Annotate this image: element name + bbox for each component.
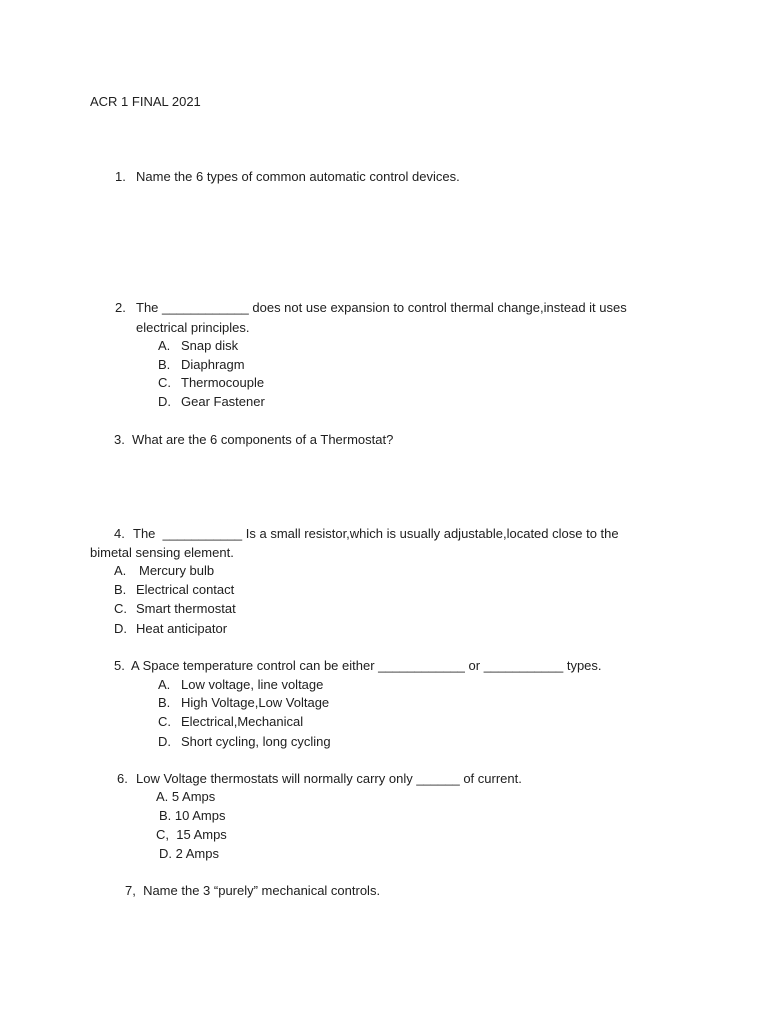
q5-text: A Space temperature control can be either ____________ or ___________ types. — [131, 658, 602, 673]
q3-number: 3. — [114, 432, 125, 447]
q6-option-a: A. 5 Amps — [156, 789, 216, 804]
q5-option-b-letter: B. — [158, 695, 171, 710]
q6-text: Low Voltage thermostats will normally carry only ______ of current. — [136, 771, 522, 786]
q2-option-a-text: Snap disk — [181, 338, 239, 353]
q5-option-c-letter: C. — [158, 714, 171, 729]
q5-option-c-text: Electrical,Mechanical — [181, 714, 304, 729]
q3-text: What are the 6 components of a Thermostat? — [132, 432, 394, 447]
q4-option-d-letter: D. — [114, 621, 127, 636]
q2-option-d-letter: D. — [158, 394, 171, 409]
q4-option-c-letter: C. — [114, 601, 127, 616]
q4-option-d-text: Heat anticipator — [136, 621, 228, 636]
q4-text-line1: The ___________ Is a small resistor,which is usually adjustable,located close to the — [133, 526, 619, 541]
q7-text: 7, Name the 3 “purely” mechanical controls. — [125, 883, 381, 898]
q5-option-a-letter: A. — [158, 677, 171, 692]
q6-option-d: D. 2 Amps — [159, 846, 219, 861]
q4-option-b-letter: B. — [114, 582, 127, 597]
q2-option-d-text: Gear Fastener — [181, 394, 265, 409]
q2-option-c-text: Thermocouple — [181, 375, 265, 390]
q2-text-line1: The ____________ does not use expansion to control thermal change,instead it uses — [136, 300, 627, 315]
q4-option-b-text: Electrical contact — [136, 582, 235, 597]
q2-option-b-letter: B. — [158, 357, 171, 372]
q6-option-b: B. 10 Amps — [159, 808, 226, 823]
q2-option-b-text: Diaphragm — [181, 357, 245, 372]
q5-option-a-text: Low voltage, line voltage — [181, 677, 324, 692]
q5-number: 5. — [114, 658, 125, 673]
q1-text: Name the 6 types of common automatic control devices. — [136, 169, 460, 184]
q5-option-b-text: High Voltage,Low Voltage — [181, 695, 330, 710]
q4-text-line2: bimetal sensing element. — [90, 545, 234, 560]
q4-option-a-letter: A. — [114, 563, 127, 578]
q4-option-c-text: Smart thermostat — [136, 601, 236, 616]
q2-option-c-letter: C. — [158, 375, 171, 390]
q1-number: 1. — [115, 169, 126, 184]
q5-option-d-letter: D. — [158, 734, 171, 749]
q2-number: 2. — [115, 300, 126, 315]
q4-option-a-text: Mercury bulb — [139, 563, 215, 578]
document-title: ACR 1 FINAL 2021 — [90, 94, 201, 109]
q2-option-a-letter: A. — [158, 338, 171, 353]
q5-option-d-text: Short cycling, long cycling — [181, 734, 331, 749]
q2-text-line2: electrical principles. — [136, 320, 250, 335]
q6-option-c: C, 15 Amps — [156, 827, 227, 842]
q6-number: 6. — [117, 771, 128, 786]
q4-number: 4. — [114, 526, 125, 541]
